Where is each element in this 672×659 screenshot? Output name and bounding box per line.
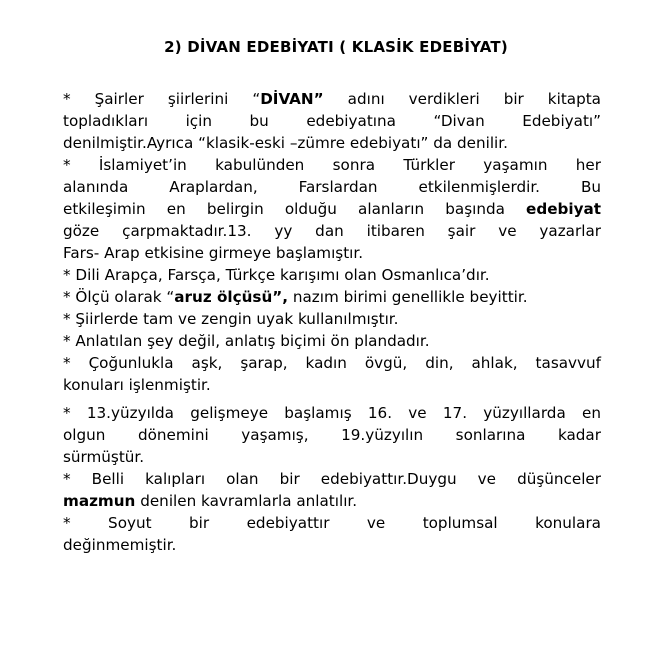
text-line: denilmiştir.Ayrıca “klasik-eski –zümre edebiyatı” da denilir. — [63, 134, 508, 152]
text-line: topladıkları için bu edebiyatına “Divan Edebiyatı” — [63, 112, 601, 130]
text-line: göze çarpmaktadır.13. yy dan itibaren şair ve yazarlar — [63, 222, 601, 240]
text-line: konuları işlenmiştir. — [63, 376, 211, 394]
paragraph-mazmun — [63, 468, 601, 512]
paragraph-topics — [63, 352, 601, 396]
text-line: * Belli kalıpları olan bir edebiyattır.Duygu ve düşünceler — [63, 470, 601, 488]
text-line: olgun dönemini yaşamış, 19.yüzyılın sonlarına kadar — [63, 426, 601, 444]
paragraph-meter — [63, 286, 601, 308]
text-line: * 13.yüzyılda gelişmeye başlamış 16. ve 17. yüzyıllarda en — [63, 404, 601, 422]
text-line: * İslamiyet’in kabulünden sonra Türkler yaşamın her — [63, 156, 601, 174]
text-line: * Çoğunlukla aşk, şarap, kadın övgü, din, ahlak, tasavvuf — [63, 354, 601, 372]
text-line: * Anlatılan şey değil, anlatış biçimi ön plandadır. — [63, 332, 430, 350]
text-line: * Şiirlerde tam ve zengin uyak kullanılmıştır. — [63, 310, 399, 328]
text-run: etkileşimin en belirgin olduğu alanların başında — [63, 200, 527, 218]
bold-term-divan: DİVAN” — [260, 90, 324, 108]
bold-term-edebiyat: edebiyat — [526, 200, 601, 218]
text-run: * Ölçü olarak “ — [63, 288, 175, 306]
text-line — [63, 88, 601, 110]
bold-term-mazmun: mazmun — [63, 492, 136, 510]
text-run: denilen kavramlarla anlatılır. — [135, 492, 358, 510]
text-line — [63, 490, 601, 512]
text-line — [63, 286, 601, 308]
text-line: Fars- Arap etkisine girmeye başlamıştır. — [63, 244, 364, 262]
paragraph-rhyme — [63, 308, 601, 330]
text-line: * Soyut bir edebiyattır ve toplumsal konulara — [63, 514, 601, 532]
paragraph-islam-influence — [63, 154, 601, 264]
paragraph-language — [63, 264, 601, 286]
page-title: 2) DİVAN EDEBİYATI ( KLASİK EDEBİYAT) — [164, 38, 508, 56]
text-line: * Dili Arapça, Farsça, Türkçe karışımı olan Osmanlıca’dır. — [63, 266, 490, 284]
text-run: nazım birimi genellikle beyittir. — [288, 288, 528, 306]
text-run: * Şairler şiirlerini “ — [63, 90, 261, 108]
text-line: alanında Araplardan, Farslardan etkilenmişlerdir. Bu — [63, 178, 601, 196]
paragraph-expression — [63, 330, 601, 352]
text-line — [63, 198, 601, 220]
text-line: sürmüştür. — [63, 448, 145, 466]
paragraph-divan-definition — [63, 88, 601, 154]
text-line: değinmemiştir. — [63, 536, 177, 554]
bold-term-aruz: aruz ölçüsü”, — [174, 288, 289, 306]
paragraph-abstract — [63, 512, 601, 556]
paragraph-history — [63, 402, 601, 468]
text-run: adını verdikleri bir kitapta — [323, 90, 601, 108]
